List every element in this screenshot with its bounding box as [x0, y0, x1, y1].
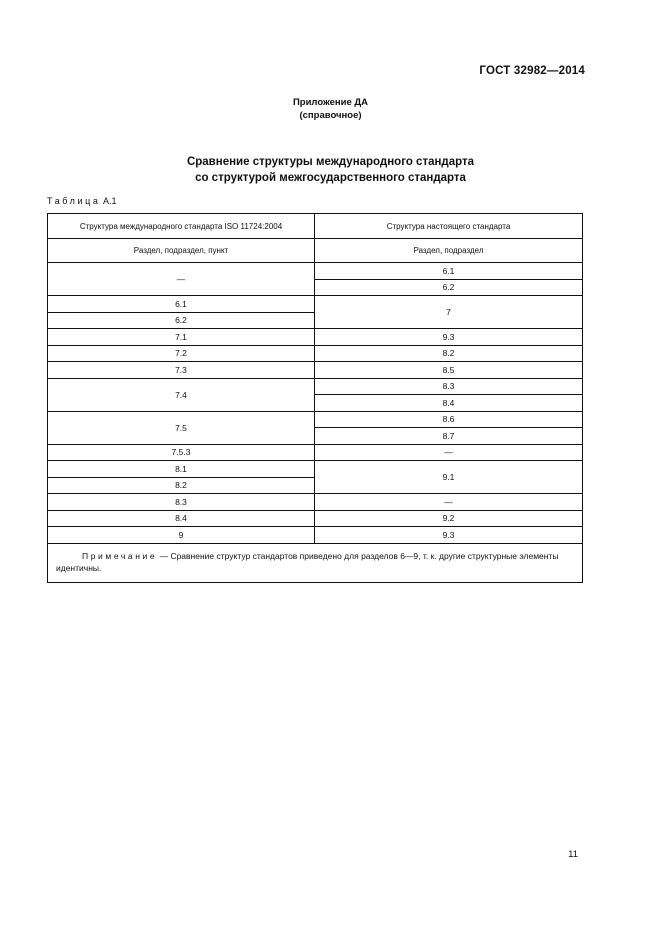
table-caption-number: А.1: [103, 196, 117, 206]
table-cell: 7.3: [48, 362, 315, 379]
title-line-2: со структурой межгосударственного стандарта: [195, 172, 466, 184]
appendix-heading: [0, 96, 661, 122]
note-text: — Сравнение структур стандартов приведено для разделов 6—9, т. к. другие структурные элементы идентичны.: [56, 550, 559, 573]
table-cell: 8.3: [48, 494, 315, 511]
table-row: [48, 494, 583, 511]
table-note: [48, 543, 583, 582]
table-row: [48, 510, 583, 527]
page-number: 11: [568, 849, 578, 860]
table-row: [48, 461, 583, 478]
table-caption: [47, 196, 117, 206]
document-title: [0, 154, 661, 186]
table-cell: —: [315, 494, 583, 511]
col1-subheader: Раздел, подраздел, пункт: [48, 239, 315, 263]
table-cell: 7.4: [48, 378, 315, 411]
table-cell: 7.5: [48, 411, 315, 444]
table-cell: 8.4: [48, 510, 315, 527]
table-cell: 8.6: [315, 411, 583, 428]
table-cell: 8.3: [315, 378, 583, 395]
table-row: [48, 378, 583, 395]
table-cell: 8.1: [48, 461, 315, 478]
note-label: Примечание: [82, 550, 158, 561]
table-row: [48, 411, 583, 428]
table-cell: —: [48, 263, 315, 296]
table-cell: —: [315, 444, 583, 461]
table-row: [48, 329, 583, 346]
table-cell: 9.3: [315, 527, 583, 544]
standard-code: ГОСТ 32982—2014: [479, 65, 585, 77]
table-cell: 8.2: [48, 477, 315, 494]
table-cell: 7.1: [48, 329, 315, 346]
table-row: [48, 362, 583, 379]
table-cell: 7: [315, 296, 583, 329]
table-cell: 9.3: [315, 329, 583, 346]
table-row: [48, 444, 583, 461]
table-row: [48, 296, 583, 313]
table-cell: 9: [48, 527, 315, 544]
table-cell: 8.5: [315, 362, 583, 379]
table-header-row: [48, 214, 583, 239]
col2-subheader: Раздел, подраздел: [315, 239, 583, 263]
table-cell: 9.1: [315, 461, 583, 494]
table-cell: 8.4: [315, 395, 583, 412]
table-caption-word: Таблица: [47, 196, 101, 206]
table-cell: 8.2: [315, 345, 583, 362]
table-note-row: [48, 543, 583, 582]
table-row: [48, 527, 583, 544]
table-cell: 7.5.3: [48, 444, 315, 461]
table-cell: 6.1: [315, 263, 583, 280]
title-line-1: Сравнение структуры международного стандарта: [186, 156, 475, 168]
table-cell: 8.7: [315, 428, 583, 445]
col2-header: Структура настоящего стандарта: [315, 214, 583, 239]
table-cell: 7.2: [48, 345, 315, 362]
table-cell: 9.2: [315, 510, 583, 527]
col1-header: Структура международного стандарта ISO 11724:2004: [48, 214, 315, 239]
table-subheader-row: [48, 239, 583, 263]
table-cell: 6.1: [48, 296, 315, 313]
appendix-subtitle: (справочное): [299, 110, 362, 121]
appendix-title: Приложение ДА: [292, 97, 369, 108]
table-cell: 6.2: [48, 312, 315, 329]
table-row: [48, 345, 583, 362]
table-cell: 6.2: [315, 279, 583, 296]
table-row: [48, 263, 583, 280]
comparison-table: [47, 213, 583, 583]
